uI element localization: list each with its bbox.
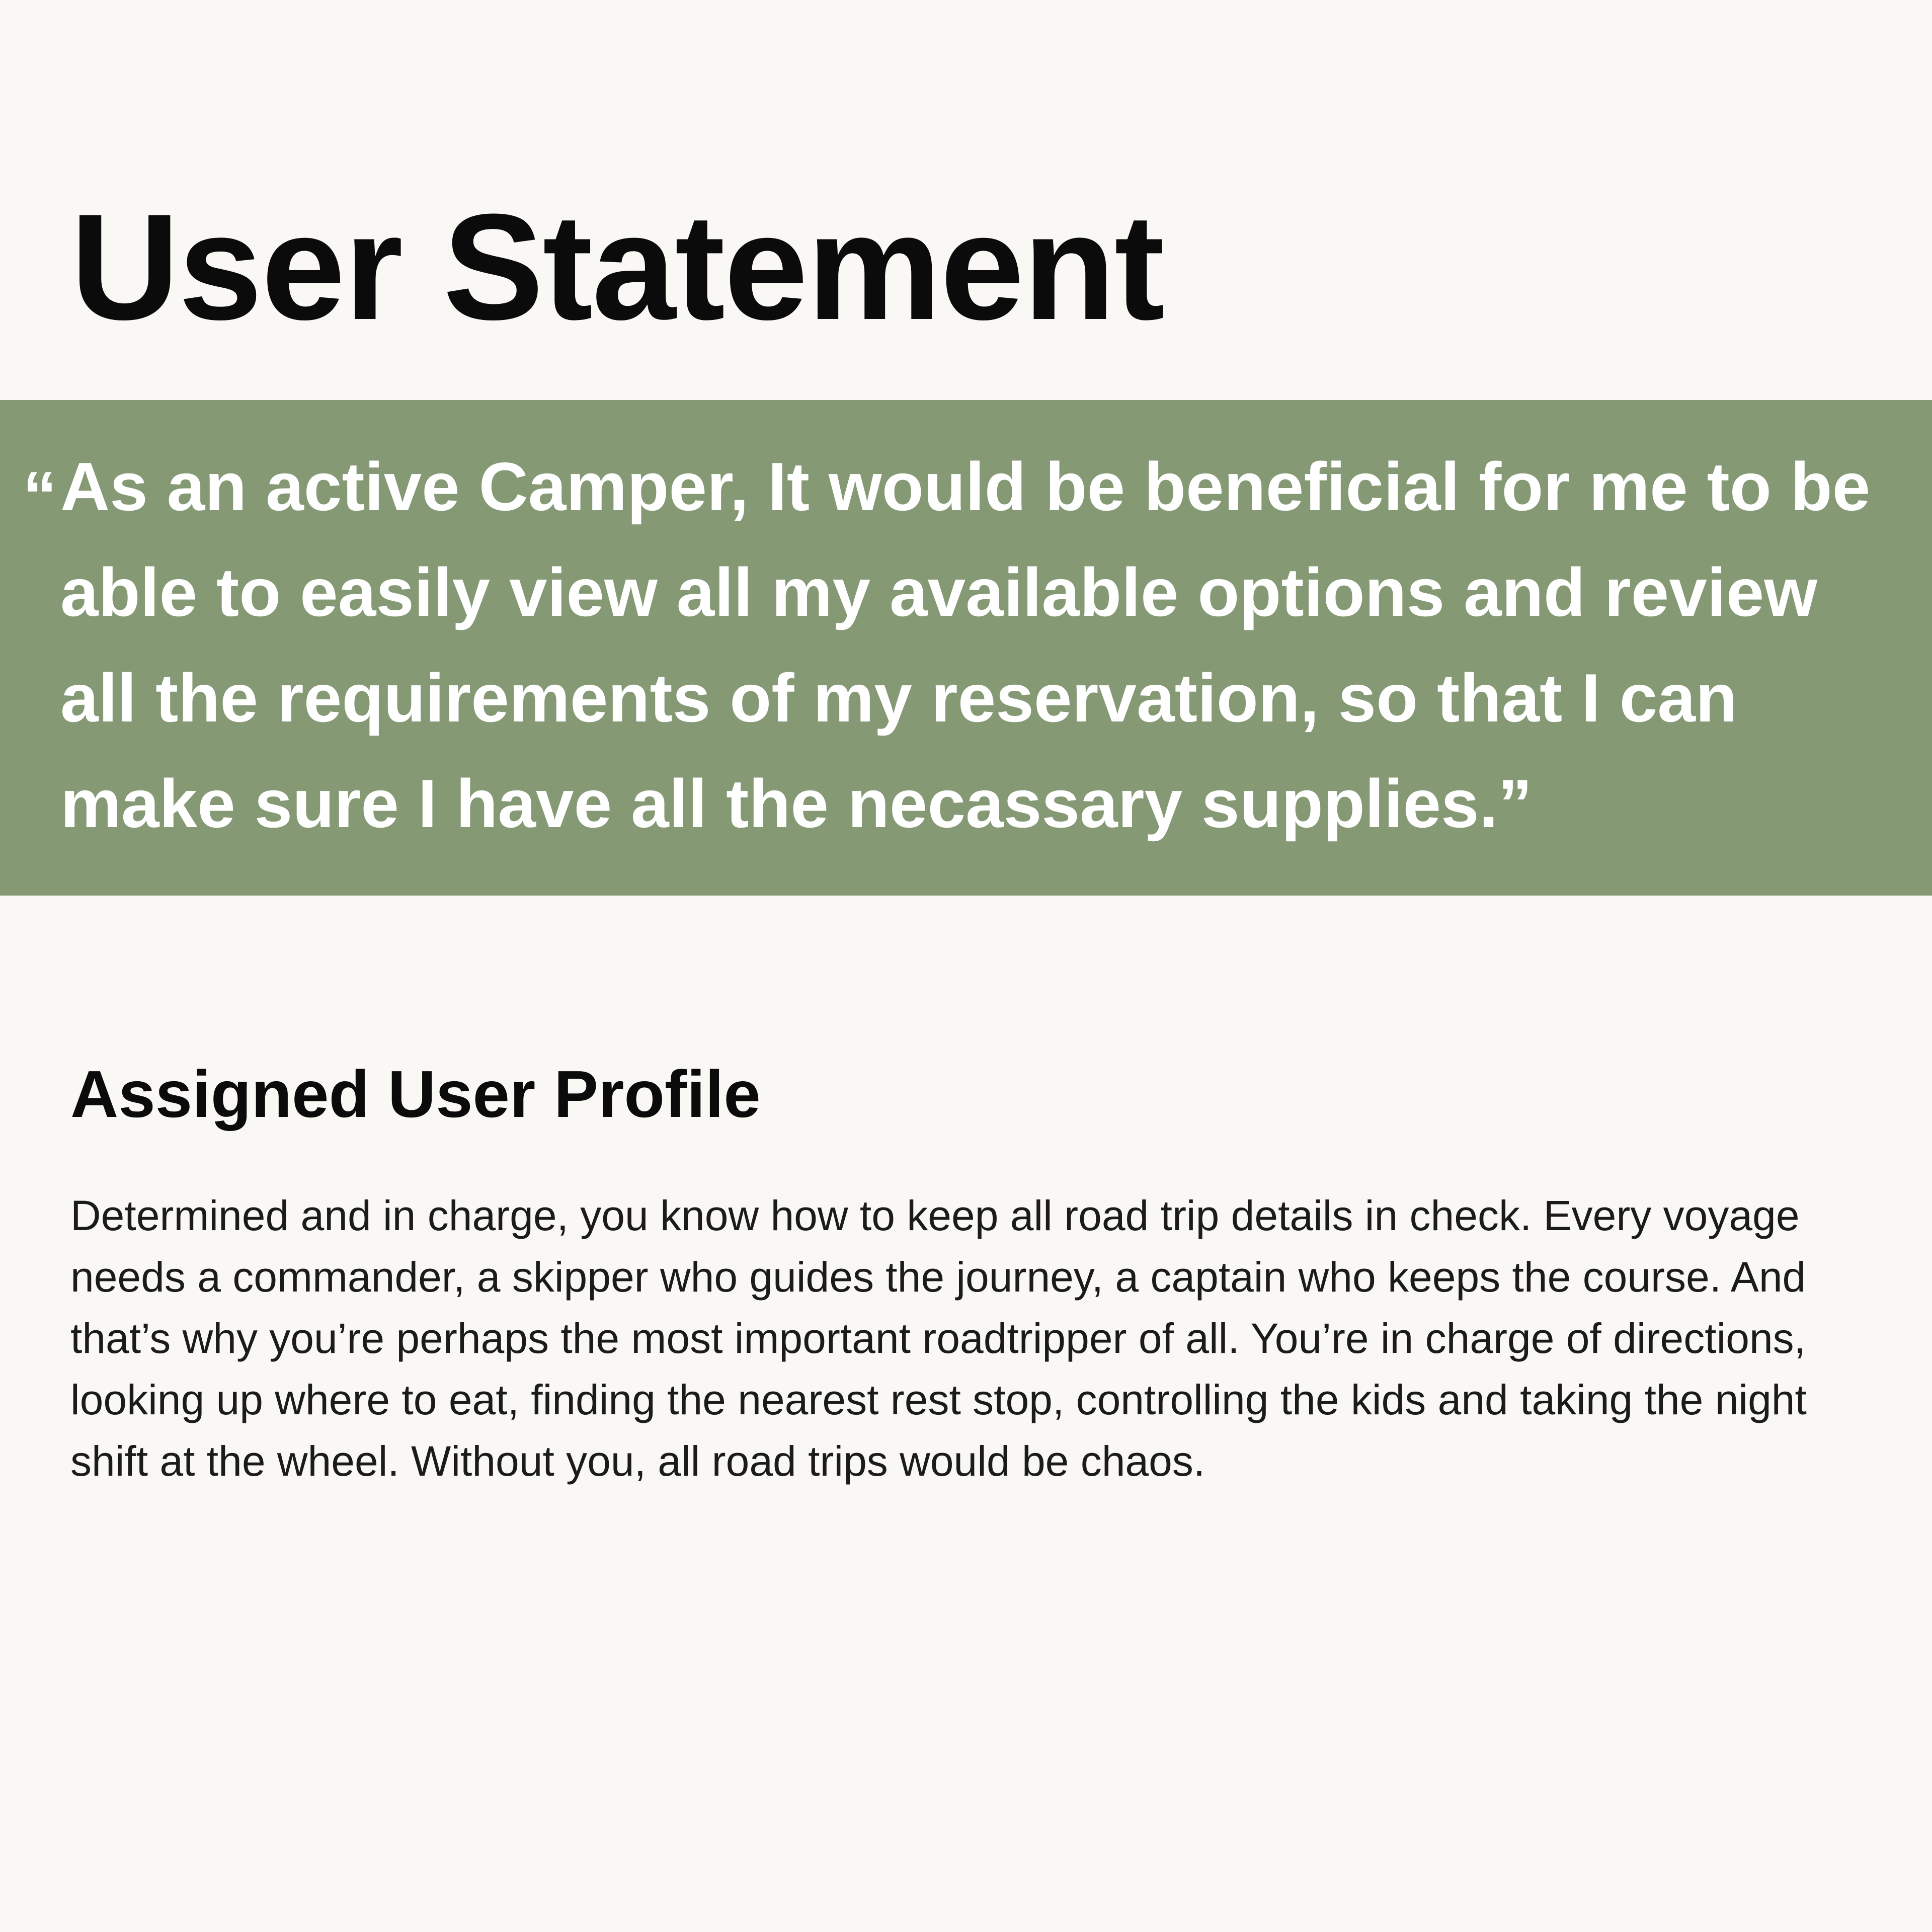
opening-quote-mark: “ (23, 457, 57, 534)
user-profile-description: Determined and in charge, you know how to keep all road trip details in check. Every voyage needs a commander, a skipper who guides the journey, a captain who keeps the course. And that’s why you’re perhaps the most important roadtripper of all. You’re in charge of directions, looking up where to eat, finding the nearest rest stop, controlling the kids and taking the night shift at the wheel. Without you, all road trips would be chaos. (70, 1192, 1807, 1485)
user-statement-quote: As an active Camper, It would be beneficial for me to be able to easily view all my available options and review all the requirements of my reservation, so that I can make sure I have all the necassary supplies.” (60, 448, 1871, 842)
page-title: User Statement (70, 182, 1164, 351)
assigned-user-profile-heading: Assigned User Profile (70, 1057, 761, 1131)
